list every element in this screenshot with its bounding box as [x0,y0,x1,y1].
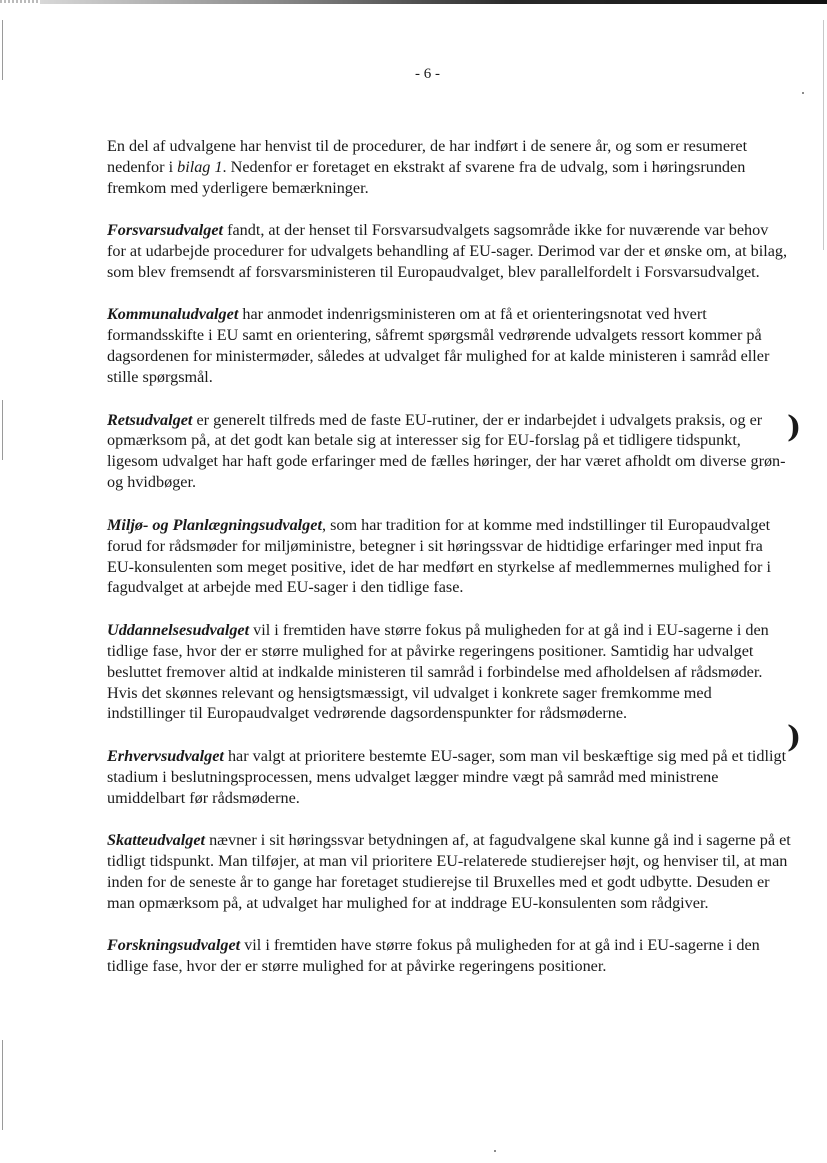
committee-text: vil i fremtiden have større fokus på muligheden for at gå ind i EU-sagerne i den tidlige fase, hvor der er større mulighed for at påvirke regeringens positioner. [107,936,760,976]
committee-paragraph [107,304,791,388]
scan-left-edge [2,400,3,460]
document-body [107,136,791,999]
committee-name: Retsudvalget [107,410,193,429]
intro-text: En del af udvalgene har henvist til de procedurer, de har indført i de senere år, og som er resumeret nedenfor i [107,137,748,176]
committee-paragraph [107,515,791,599]
committee-paragraph [107,830,791,914]
committee-paragraph [107,220,791,283]
committee-paragraph [107,746,791,809]
scan-top-edge [40,0,827,4]
committee-text: vil i fremtiden have større fokus på muligheden for at gå ind i EU-sagerne i den tidlige fase, hvor der er større mulighed for at påvirke regeringens positioner. Samtidig har udvalget besluttet fremover altid at indkalde ministeren til samråd i forbindelse med afholdelsen af rådsmøder. Hvis det skønnes relevant og hensigtsmæssigt, vil udvalget i konkrete sager fremkomme med indstillinger til Europaudvalget vedrørende dagsordenspunkter for rådsmøderne. [107,620,769,723]
binder-hole-mark: ) [787,720,802,755]
committee-name: Miljø- og Planlægningsudvalget [107,515,322,534]
scan-left-edge [2,1040,3,1130]
intro-paragraph [107,136,791,199]
committee-text: har valgt at prioritere bestemte EU-sager, som man vil beskæftige sig med på et tidligt stadium i beslutningsprocessen, mens udvalget lægger mindre vægt på samråd med ministrene umiddelbart før rådsmøderne. [107,746,787,807]
appendix-reference: bilag 1 [177,157,223,176]
page-number: - 6 - [415,66,440,82]
committee-name: Skatteudvalget [107,831,206,850]
committee-text: , som har tradition for at komme med indstillinger til Europaudvalget forud for rådsmøder for miljøministre, betegner i sit høringssvar de hidtidige erfaringer med input fra EU-konsulenten som meget positive, idet de har medført en styrkelse af medlemmernes mulighed for i fagudvalget at arbejde med EU-sager i den tidlige fase. [107,515,771,597]
committee-name: Erhvervsudvalget [107,746,224,765]
committee-paragraph [107,410,791,494]
committee-paragraph [107,620,791,725]
committee-text: er generelt tilfreds med de faste EU-rutiner, der er indarbejdet i udvalgets praksis, og er opmærksom på, at det godt kan betale sig at interesser sig for EU-forslag på et tidligere tidspunkt, ligesom udvalget har haft gode erfaringer med de fælles høringer, der har været afholdt om diverse grøn- og hvidbøger. [107,410,786,492]
committee-name: Forskningsudvalget [107,936,241,955]
scan-speck [802,92,804,94]
scan-speck [494,1150,496,1152]
intro-text-continued: . Nedenfor er foretaget en ekstrakt af svarene fra de udvalg, som i høringsrunden fremkom med yderligere bemærkninger. [107,157,746,197]
committee-name: Forsvarsudvalget [107,221,224,240]
committee-text: fandt, at der henset til Forsvarsudvalgets sagsområde ikke for nuværende var behov for at udarbejde procedurer for udvalgets behandling af EU-sager. Derimod var der et ønske om, at bilag, som blev fremsendt af forsvarsministeren til Europaudvalget, blev parallelfordelt i Forsvarsudvalget. [107,221,788,282]
committee-text: har anmodet indenrigsministeren om at få et orienteringsnotat ved hvert formandsskifte i EU samt en orientering, såfremt spørgsmål vedrørende udvalgets ressort kommer på dagsordenen for ministermøder, således at udvalget får mulighed for at kalde ministeren i samråd eller stille spørgsmål. [107,305,770,387]
committee-name: Uddannelsesudvalget [107,620,250,639]
committee-name: Kommunaludvalget [107,305,239,324]
binder-hole-mark: ) [787,410,802,445]
committee-paragraph [107,935,791,977]
committee-text: nævner i sit høringssvar betydningen af, at fagudvalgene skal kunne gå ind i sagerne på et tidligt tidspunkt. Man tilføjer, at man vil prioritere EU-relaterede studierejser højt, og henviser til, at man inden for de seneste år to gange har foretaget studierejse til Bruxelles med et godt udbytte. Desuden er man opmærksom på, at udvalget har mulighed for at inddrage EU-konsulenten som rådgiver. [107,831,791,912]
scan-right-edge [823,20,824,250]
